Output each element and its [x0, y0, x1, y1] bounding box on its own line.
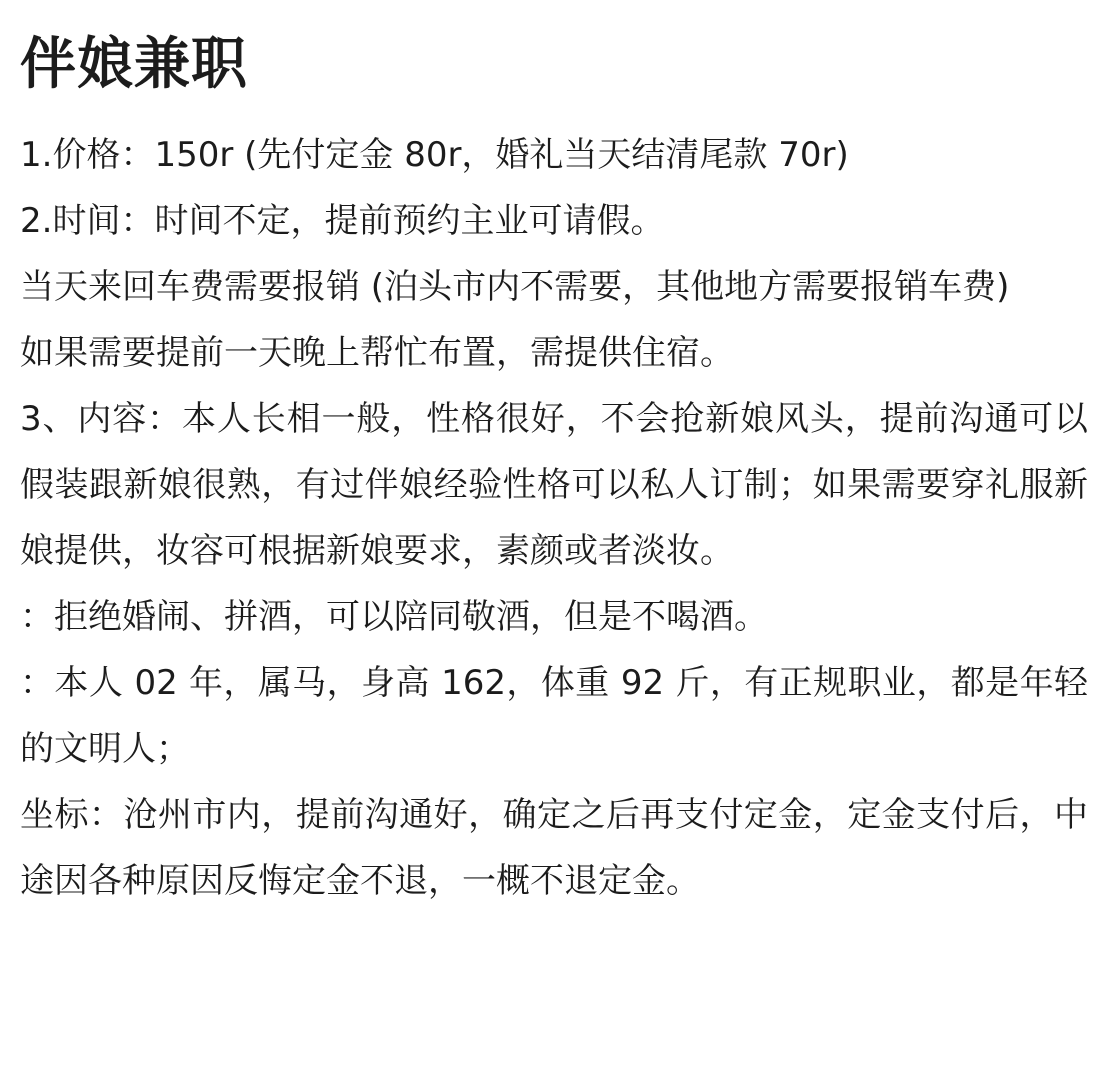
post-container [20, 30, 1088, 914]
post-body [20, 122, 1088, 914]
post-title: 伴娘兼职 [20, 32, 248, 97]
price-line: 1.价格：150r (先付定金 80r，婚礼当天结清尾款 70r) [20, 135, 849, 175]
personal-info-line: ：本人 02 年，属马，身高 162，体重 92 斤，有正规职业，都是年轻的文明人； [20, 663, 1088, 769]
content-line: 3、内容：本人长相一般，性格很好，不会抢新娘风头，提前沟通可以假装跟新娘很熟，有过伴娘经验性格可以私人订制；如果需要穿礼服新娘提供，妆容可根据新娘要求，素颜或者淡妆。 [20, 399, 1088, 571]
time-line: 2.时间：时间不定，提前预约主业可请假。 [20, 201, 665, 241]
drinking-policy-line: ：拒绝婚闹、拼酒，可以陪同敬酒，但是不喝酒。 [20, 597, 768, 637]
accommodation-line: 如果需要提前一天晚上帮忙布置，需提供住宿。 [20, 333, 734, 373]
location-line: 坐标：沧州市内，提前沟通好，确定之后再支付定金，定金支付后，中途因各种原因反悔定金不退，一概不退定金。 [20, 795, 1088, 901]
travel-expense-line: 当天来回车费需要报销 (泊头市内不需要，其他地方需要报销车费) [20, 267, 1010, 307]
